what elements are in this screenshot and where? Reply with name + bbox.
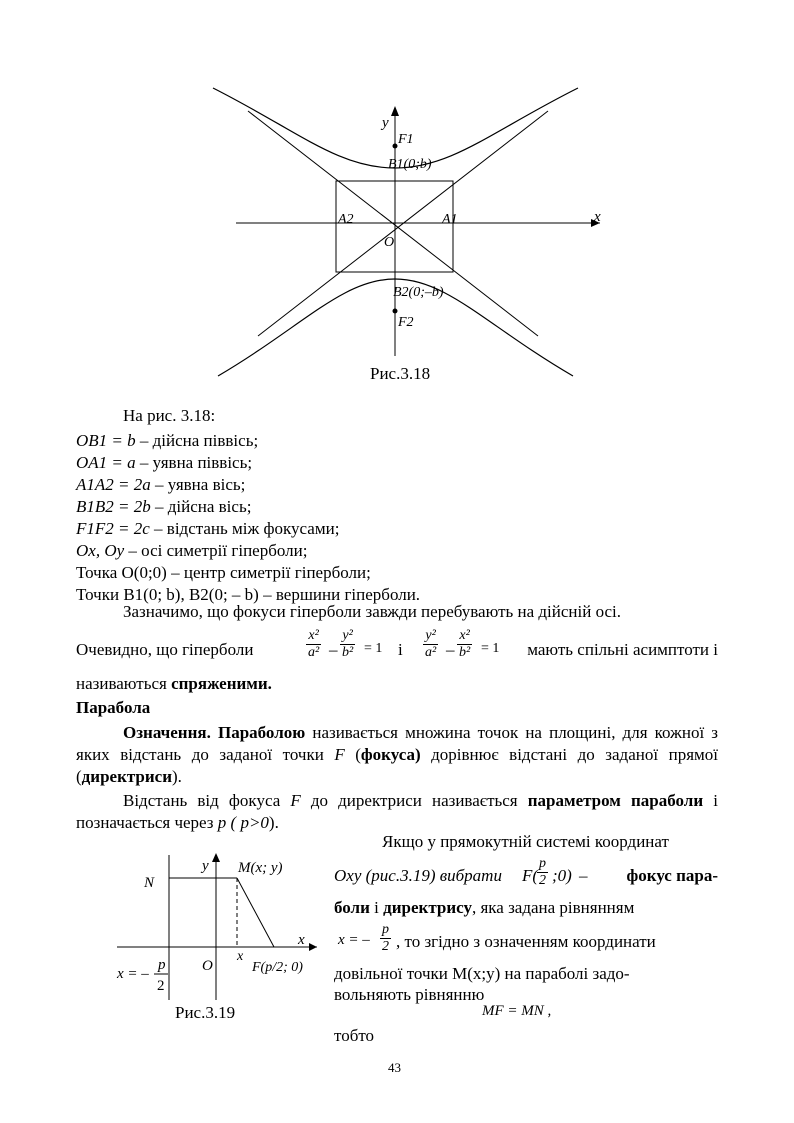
A1-label: A1 [442, 212, 458, 227]
parameter-text: Відстань від фокуса [123, 791, 291, 810]
and-word: і [398, 640, 403, 659]
list-item [76, 518, 339, 540]
parameter-text: і позначається через [76, 791, 718, 832]
list-item-text: – уявна вісь; [150, 475, 246, 494]
paragraph-foci: Зазначимо, що фокуси гіперболи завжди перебувають на дійсній осі. [123, 602, 622, 621]
text-given-by: , яка задана рівнянням [471, 898, 635, 917]
A2-label: A2 [338, 212, 354, 227]
term-parameter: параметром параболи [527, 791, 704, 810]
parabola-figure [112, 850, 327, 1010]
term-directrix: директрису [383, 898, 472, 917]
list-item [76, 452, 252, 474]
fraction-p-2: $\frac{p}{2}$ [539, 856, 546, 888]
x-axis-label: x [298, 932, 305, 948]
fraction-p-2: $\frac{p}{2}$ [382, 922, 389, 954]
x-axis-label: x [594, 209, 601, 225]
list-item [76, 474, 245, 496]
focus-F2-point [393, 309, 398, 314]
page-number: 43 [388, 1060, 401, 1075]
list-item-math: OA1 = a [76, 453, 136, 472]
numerator: x² [306, 628, 321, 645]
list-item-math: F1F2 = 2c [76, 519, 150, 538]
list-item-math: Ox, Oy [76, 541, 125, 560]
y-axis-label: y [202, 858, 209, 874]
dash: – [579, 866, 588, 885]
hyperbola-figure [208, 86, 608, 386]
paragraph-conjugate-line [76, 628, 718, 672]
directrix-p: p [158, 957, 166, 973]
definition-paragraph [76, 722, 718, 788]
denominator: b² [342, 645, 354, 660]
B2-label: B2(0;–b) [393, 285, 444, 300]
section-title: Парабола [76, 698, 151, 717]
list-item-text: – дійсна вісь; [150, 497, 252, 516]
directrix-two: 2 [157, 978, 165, 994]
F1-label: F1 [398, 132, 414, 147]
list-intro: На рис. 3.18: [123, 406, 216, 425]
right-col-line-5: довільної точки M(x;y) на параболі задо- [334, 964, 630, 983]
F2-label: F2 [398, 315, 414, 330]
text-called: називаються [76, 674, 167, 693]
text-according: , то згідно з означенням координати [396, 932, 656, 951]
term-boly: боли [334, 898, 370, 917]
equals-one: = 1 [481, 641, 500, 656]
y-axis-label: y [382, 115, 389, 131]
definition-text: ). [172, 767, 182, 786]
definition-text: дорівнює відстані до заданої прямої ( [76, 745, 718, 786]
and-word: і [369, 898, 384, 917]
term-conjugate: спряженими. [171, 674, 272, 693]
minus-sign: – [446, 640, 455, 659]
symbol-F: F( [522, 866, 539, 885]
equals-one: = 1 [364, 641, 383, 656]
minus-sign: – [329, 640, 338, 659]
list-item [76, 496, 251, 518]
segment-MF [237, 878, 274, 947]
list-item-math: Точки B1(0; b), B2(0; – b) [76, 585, 259, 604]
fraction-y2-b2 [340, 628, 355, 661]
origin-label: O [384, 235, 395, 250]
focus-tail: ;0) [552, 866, 572, 885]
definition-term: Параболою [217, 723, 306, 742]
term-focus-parabola: фокус пара- [626, 866, 718, 885]
right-col-line-1: Якщо у прямокутній системі координат [382, 832, 669, 851]
list-item [76, 562, 371, 584]
x-axis-arrow [309, 943, 317, 951]
fraction-x2-b2 [457, 628, 472, 661]
directrix-label: x = – [117, 966, 149, 982]
numerator: y² [340, 628, 355, 645]
right-col-line-2 [334, 856, 718, 892]
list-item-math: OB1 = b [76, 431, 136, 450]
definition-text: ( [344, 745, 361, 764]
symbol-F: F [290, 791, 301, 810]
list-item-text: – уявна піввісь; [135, 453, 253, 472]
paragraph-conjugate-end [76, 674, 272, 694]
symbol-p: p ( p>0 [217, 813, 269, 832]
y-axis-arrow [212, 853, 220, 862]
list-item-text: – дійсна піввісь; [135, 431, 259, 450]
fraction-y2-a2 [423, 628, 438, 661]
numerator: y² [423, 628, 438, 645]
list-item [76, 430, 258, 452]
term-directrix: директриси [81, 767, 173, 786]
parameter-text: ). [268, 813, 279, 832]
equation-MF-MN: MF = MN , [482, 1003, 552, 1019]
equation-x: x = – [338, 932, 370, 948]
right-col-line-4 [334, 922, 718, 958]
N-label: N [144, 875, 155, 891]
figure-caption-3-19: Рис.3.19 [175, 1003, 236, 1022]
B1-label: B1(0;b) [388, 157, 432, 172]
parameter-text: до директриси називається [300, 791, 528, 810]
term-focus: фокуса) [360, 745, 421, 764]
text-obviously: Очевидно, що гіперболи [76, 640, 254, 659]
right-col-line-7: тобто [334, 1026, 375, 1045]
list-item-text: – центр симетрії гіперболи; [166, 563, 371, 582]
definition-label: Означення. [123, 723, 211, 742]
symbol-F: F [334, 745, 345, 764]
denominator: a² [425, 645, 437, 660]
M-label: M(x; y) [238, 860, 283, 876]
list-item-math: Точка O(0;0) [76, 563, 167, 582]
y-axis-arrow [391, 106, 399, 116]
right-col-line-3 [334, 898, 718, 918]
denominator: a² [308, 645, 320, 660]
list-item-math: B1B2 = 2b [76, 497, 151, 516]
figure-caption-3-18: Рис.3.18 [370, 364, 431, 383]
text-common-asymptotes: мають спільні асимптоти і [527, 640, 718, 659]
text-oxy: Oxy (рис.3.19) вибрати [334, 866, 502, 885]
list-item [76, 540, 307, 562]
parameter-paragraph [76, 790, 718, 834]
F-label: F(p/2; 0) [252, 960, 303, 975]
right-col-line-6: вольняють рівнянню [334, 985, 485, 1004]
list-item-text: – осі симетрії гіперболи; [124, 541, 308, 560]
list-item-text: – вершини гіперболи. [258, 585, 421, 604]
x-tick-label: x [237, 949, 244, 964]
list-item-math: A1A2 = 2a [76, 475, 151, 494]
origin-label: O [202, 958, 213, 974]
list-item-text: – відстань між фокусами; [149, 519, 340, 538]
denominator: b² [459, 645, 471, 660]
definition-text: називається множина точок на площині, для кожної з яких відстань до заданої точки [76, 723, 718, 764]
fraction-x2-a2 [306, 628, 321, 661]
focus-F1-point [393, 144, 398, 149]
numerator: x² [457, 628, 472, 645]
